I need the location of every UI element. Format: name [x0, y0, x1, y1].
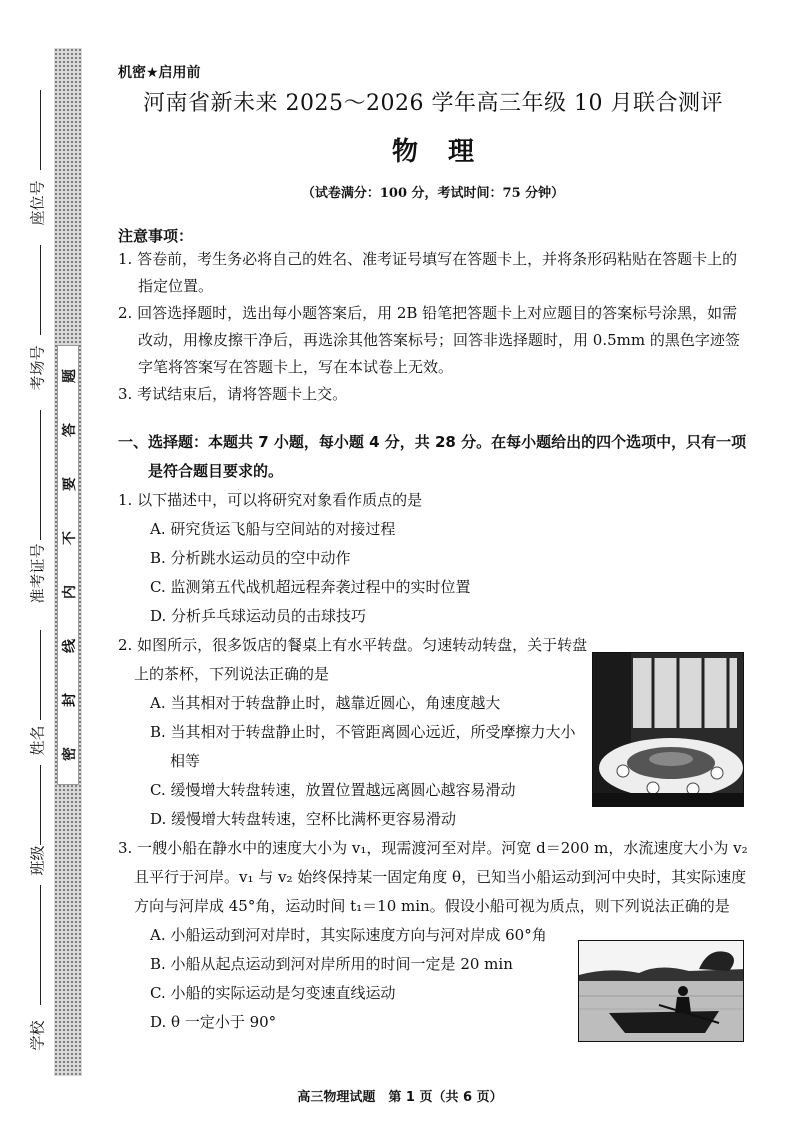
option-d: D. θ 一定小于 90° — [150, 1013, 277, 1031]
school-field: 学校 — [28, 1020, 47, 1051]
write-line — [40, 90, 41, 170]
option-a: A. 研究货运飞船与空间站的对接过程 — [150, 520, 396, 538]
write-line — [40, 630, 41, 720]
option-d: D. 分析乒乓球运动员的击球技巧 — [150, 607, 367, 625]
exam-page — [118, 62, 748, 1037]
question-2 — [118, 631, 588, 834]
question-stem: 1. 以下描述中，可以将研究对象看作质点的是 — [118, 491, 423, 509]
section-heading: 一、选择题：本题共 7 小题，每小题 4 分，共 28 分。在每小题给出的四个选项中，只有一项是符合题目要求的。 — [118, 433, 747, 480]
admission-number-field: 准考证号 — [28, 543, 47, 604]
write-line — [40, 765, 41, 845]
option-a: A. 当其相对于转盘静止时，越靠近圆心，角速度越大 — [150, 694, 501, 712]
option-b: B. 分析跳水运动员的空中动作 — [150, 549, 351, 567]
option-b: B. 小船从起点运动到河对岸所用的时间一定是 20 min — [150, 955, 513, 973]
class-field: 班级 — [28, 845, 47, 876]
seal-notice — [57, 345, 79, 785]
note-item: 1. 答卷前，考生务必将自己的姓名、准考证号填写在答题卡上，并将条形码粘贴在答题卡上的指定位置。 — [118, 250, 738, 295]
subject-title: 物理 — [391, 137, 504, 167]
option-c: C. 小船的实际运动是匀变速直线运动 — [150, 984, 396, 1002]
option-b: B. 当其相对于转盘静止时，不管距离圆心远近，所受摩擦力大小相等 — [150, 723, 576, 770]
exam-info: （试卷满分：100 分，考试时间：75 分钟） — [301, 186, 565, 201]
option-a: A. 小船运动到河对岸时，其实际速度方向与河对岸成 60°角 — [150, 926, 547, 944]
page-footer: 高三物理试题 第 1 页（共 6 页） — [297, 1090, 503, 1105]
write-line — [40, 245, 41, 335]
room-number-field: 考场号 — [28, 345, 47, 391]
seal-char: 答 — [62, 423, 78, 437]
rowing-boat-photo — [578, 940, 744, 1042]
question-stem: 2. 如图所示，很多饭店的餐桌上有水平转盘。匀速转动转盘，关于转盘上的茶杯，下列说法正确的是 — [118, 636, 588, 683]
write-line — [40, 410, 41, 540]
note-item: 3. 考试结束后，请将答题卡上交。 — [118, 385, 348, 403]
seal-char: 线 — [62, 639, 78, 653]
question-stem: 3. 一艘小船在静水中的速度大小为 v₁，现需渡河至对岸。河宽 d＝200 m，水流速度大小为 v₂ 且平行于河岸。v₁ 与 v₂ 始终保持某一固定角度 θ，已知当小船运动到河中央时，其实际速度方向与河岸成 45°角，运动时间 t₁＝10 min。假设小船可视为质点，则下列说法正确的是 — [118, 839, 748, 915]
seal-char: 内 — [62, 585, 78, 599]
question-1 — [118, 486, 748, 631]
seal-char: 封 — [62, 693, 78, 707]
seal-char: 题 — [62, 369, 78, 383]
name-field: 姓名 — [28, 725, 47, 756]
exam-title: 河南省新未来 2025～2026 学年高三年级 10 月联合测评 — [143, 91, 723, 116]
seal-char: 要 — [62, 477, 78, 491]
note-item: 2. 回答选择题时，选出每小题答案后，用 2B 铅笔把答题卡上对应题目的答案标号涂黑，如需改动，用橡皮擦干净后，再选涂其他答案标号；回答非选择题时，用 0.5mm 的黑色字迹签字笔将答案写在答题卡上，写在本试卷上无效。 — [118, 304, 740, 376]
option-c: C. 监测第五代战机超远程奔袭过程中的实时位置 — [150, 578, 471, 596]
option-d: D. 缓慢增大转盘转速，空杯比满杯更容易滑动 — [150, 810, 457, 828]
seal-char: 密 — [62, 747, 78, 761]
seat-number-field: 座位号 — [28, 180, 47, 226]
write-line — [40, 885, 41, 1005]
option-c: C. 缓慢增大转盘转速，放置位置越远离圆心越容易滑动 — [150, 781, 516, 799]
binding-margin — [0, 0, 100, 1131]
notes-title: 注意事项： — [118, 227, 194, 245]
restaurant-turntable-photo — [592, 652, 744, 807]
seal-char: 不 — [62, 531, 78, 545]
confidential-mark: 机密★启用前 — [118, 65, 201, 81]
